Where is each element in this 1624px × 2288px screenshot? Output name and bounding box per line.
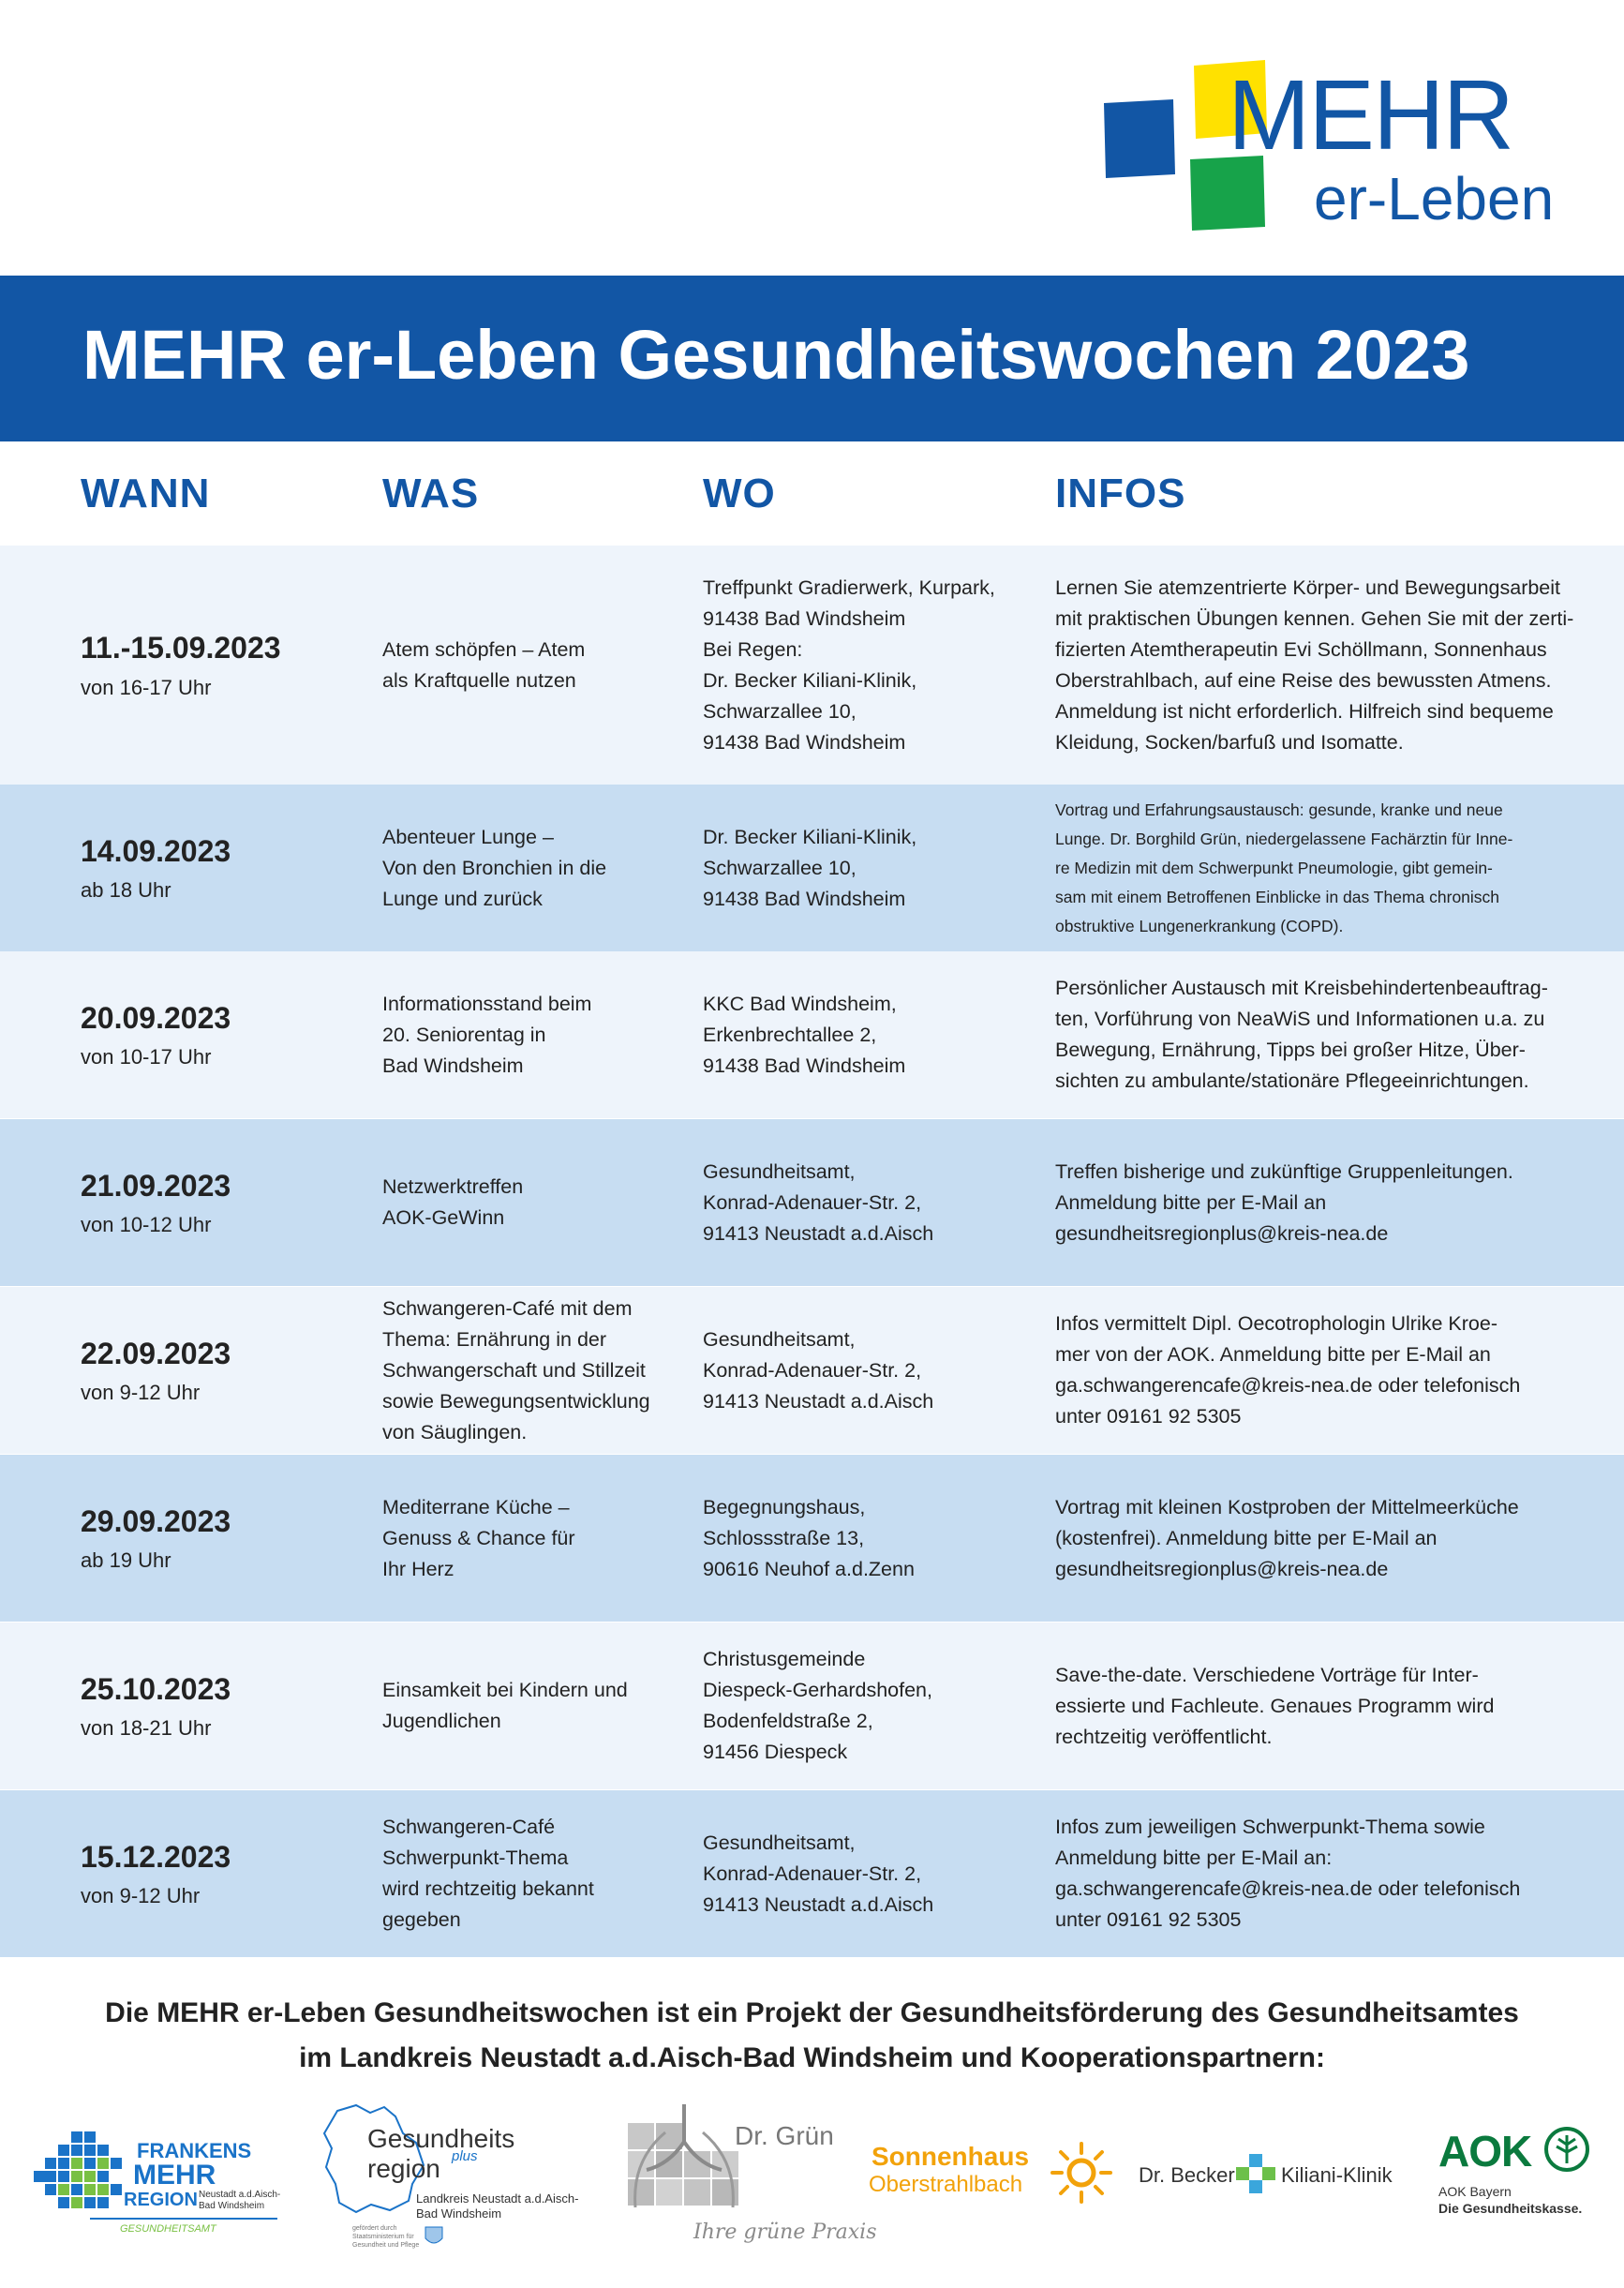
event-when [81,1119,362,1286]
column-header-where: WO [703,471,776,516]
event-where: Gesundheitsamt, Konrad-Adenauer-Str. 2, 91413 Neustadt a.d.Aisch [703,1327,934,1413]
partner-logo-dr-gruen [628,2104,877,2254]
event-info: Infos zum jeweiligen Schwerpunkt-Thema sowie Anmeldung bitte per E-Mail an: ga.schwangerencafe@kreis-nea.de oder telefonisch unter 09161 92 5305 [1055,1816,1521,1931]
event-info: Treffen bisherige und zukünftige Gruppenleitungen. Anmeldung bitte per E-Mail an gesundheitsregionplus@kreis-nea.de [1055,1159,1513,1245]
becker-label-1: Dr. Becker [1139,2163,1235,2187]
partner-logo-aok [1438,2126,1598,2229]
aok-name: AOK [1438,2127,1532,2176]
column-header-info: INFOS [1055,471,1186,516]
event-row [0,1455,1624,1622]
event-time: von 10-17 Uhr [81,1045,212,1069]
franken-label-2: MEHR [133,2160,216,2191]
event-when [81,1623,362,1789]
event-when [81,1455,362,1622]
event-what: Schwangeren-Café mit dem Thema: Ernährung in der Schwangerschaft und Stillzeit sowie Bewegungsentwicklung von Säuglingen. [382,1296,650,1443]
franken-label-1: FRANKENS [137,2139,252,2162]
title-banner [0,276,1624,441]
logo-word-erleben: er-Leben [1314,165,1555,232]
event-when [81,1790,362,1957]
bavaria-crest-icon [424,2225,444,2248]
event-time: ab 18 Uhr [81,878,171,902]
franken-divider [90,2218,277,2220]
event-what: Abenteuer Lunge – Von den Bronchien in die Lunge und zurück [382,825,607,910]
event-row [0,1287,1624,1454]
event-date: 25.10.2023 [81,1671,231,1706]
event-row [0,785,1624,951]
region-label-2: region [367,2154,440,2183]
footer-statement [0,1991,1624,2081]
region-sub-1: Landkreis Neustadt a.d.Aisch- [416,2191,579,2206]
event-what: Informationsstand beim 20. Seniorentag in Bad Windsheim [382,992,592,1077]
franken-label-3: REGION [124,2190,198,2210]
event-where: Christusgemeinde Diespeck-Gerhardshofen, Bodenfeldstraße 2, 91456 Diespeck [703,1648,932,1763]
region-sub-2: Bad Windsheim [416,2206,502,2221]
event-when [81,951,362,1118]
sun-icon [1050,2142,1112,2204]
partner-logo-frankens-mehr-region [34,2128,281,2240]
event-date: 11.-15.09.2023 [81,631,281,665]
region-funding-2: Staatsministerium für [352,2234,414,2240]
medical-cross-icon [1236,2154,1275,2193]
event-info: Vortrag mit kleinen Kostproben der Mittelmeerküche (kostenfrei). Anmeldung bitte per E-Mail an gesundheitsregionplus@kreis-nea.de [1055,1495,1519,1580]
event-where: Gesundheitsamt, Konrad-Adenauer-Str. 2, 91413 Neustadt a.d.Aisch [703,1159,934,1245]
region-plus: plus [452,2148,478,2164]
logo-word-mehr: MEHR [1228,60,1513,171]
event-where: KKC Bad Windsheim, Erkenbrechtallee 2, 91438 Bad Windsheim [703,992,906,1077]
event-time: von 18-21 Uhr [81,1716,212,1740]
event-what: Atem schöpfen – Atem als Kraftquelle nutzen [382,637,586,692]
event-info: Infos vermittelt Dipl. Oecotrophologin Ulrike Kroe- mer von der AOK. Anmeldung bitte per E-Mail an ga.schwangerencafe@kreis-nea.de oder telefonisch unter 09161 92 5305 [1055,1312,1521,1428]
event-what: Mediterrane Küche – Genuss & Chance für Ihr Herz [382,1495,575,1580]
event-time: ab 19 Uhr [81,1548,171,1572]
event-where: Dr. Becker Kiliani-Klinik, Schwarzallee 10, 91438 Bad Windsheim [703,825,917,910]
event-date: 29.09.2023 [81,1503,231,1538]
aok-label-1: AOK Bayern [1438,2184,1512,2199]
event-where: Begegnungshaus, Schlossstraße 13, 90616 Neuhof a.d.Zenn [703,1495,915,1580]
event-what: Einsamkeit bei Kindern und Jugendlichen [382,1679,628,1732]
event-time: von 10-12 Uhr [81,1213,212,1236]
event-info: Persönlicher Austausch mit Kreisbehindertenbeauftrag- ten, Vorführung von NeaWiS und Informationen u.a. zu Bewegung, Ernährung, Tipps bei großer Hitze, Über- sichten zu ambulante/stationäre Pflegeeinrichtungen. [1055,977,1548,1092]
region-label-1: Gesundheits [367,2124,515,2153]
event-when [81,785,362,951]
event-when [81,1287,362,1454]
becker-label-2: Kiliani-Klinik [1281,2163,1393,2187]
event-date: 22.09.2023 [81,1336,231,1370]
sonnenhaus-label-2: Oberstrahlbach [869,2172,1023,2197]
footer-line-2: im Landkreis Neustadt a.d.Aisch-Bad Windsheim und Kooperationspartnern: [299,2042,1325,2073]
event-info: Lernen Sie atemzentrierte Körper- und Bewegungsarbeit mit praktischen Übungen kennen. Gehen Sie mit der zerti- fizierten Atemtherapeutin Evi Schöllmann, Sonnenhaus Oberstrahlbach, auf eine Reise des bewussten Atmens. Anmeldung ist nicht erforderlich. Hilfreich sind bequeme Kleidung, Socken/barfuß und Isomatte. [1055,576,1574,754]
franken-sub-1: Neustadt a.d.Aisch- [199,2190,281,2200]
pixel-map-icon [34,2131,146,2225]
event-date: 15.12.2023 [81,1839,231,1874]
event-info: Save-the-date. Verschiedene Vorträge für Inter- essierte und Fachleute. Genaues Programm wird rechtzeitig veröffentlicht. [1055,1663,1495,1748]
region-funding-3: Gesundheit und Pflege [352,2242,420,2249]
event-row [0,1119,1624,1286]
event-row [0,951,1624,1118]
event-time: von 9-12 Uhr [81,1381,201,1404]
gruen-name: Dr. Grün [735,2121,834,2150]
event-row [0,546,1624,785]
page-title: MEHR er-Leben Gesundheitswochen 2023 [82,316,1470,394]
column-header-when: WANN [81,471,211,516]
partner-logo-gesundheitsregion-plus [319,2100,618,2259]
aok-tree-icon [1543,2126,1590,2173]
partner-logo-sonnenhaus [867,2142,1110,2207]
sonnenhaus-label-1: Sonnenhaus [872,2142,1030,2171]
event-what: Schwangeren-Café Schwerpunkt-Thema wird rechtzeitig bekannt gegeben [382,1816,594,1931]
gruen-tagline: Ihre grüne Praxis [693,2221,877,2244]
mehr-erleben-logo [1096,58,1565,236]
event-what: Netzwerktreffen AOK-GeWinn [382,1175,524,1229]
column-header-what: WAS [382,471,480,516]
franken-sub-2: Bad Windsheim [199,2201,265,2211]
franken-dept: GESUNDHEITSAMT [120,2223,216,2235]
footer-line-1: Die MEHR er-Leben Gesundheitswochen ist ein Projekt der Gesundheitsförderung des Gesundheitsamtes [105,1997,1519,2028]
event-row [0,1790,1624,1957]
event-row [0,1623,1624,1789]
event-date: 21.09.2023 [81,1168,231,1203]
event-date: 14.09.2023 [81,833,231,868]
event-when [81,546,362,785]
event-where: Gesundheitsamt, Konrad-Adenauer-Str. 2, 91413 Neustadt a.d.Aisch [703,1831,934,1916]
event-date: 20.09.2023 [81,1000,231,1035]
aok-label-2: Die Gesundheitskasse. [1438,2201,1583,2216]
partner-logo-dr-becker [1139,2152,1392,2199]
event-time: von 9-12 Uhr [81,1884,201,1907]
event-time: von 16-17 Uhr [81,675,212,699]
event-info: Vortrag und Erfahrungsaustausch: gesunde, kranke und neue Lunge. Dr. Borghild Grün, niedergelassene Fachärztin für Inne- re Medizin mit dem Schwerpunkt Pneumologie, gibt gemein- sam mit einem Betroffenen Einblicke in das Thema chronisch obstruktive Lungenerkrankung (COPD). [1055,800,1513,935]
region-funding-1: gefördert durch [352,2225,397,2232]
event-where: Treffpunkt Gradierwerk, Kurpark, 91438 Bad Windsheim Bei Regen: Dr. Becker Kiliani-Klinik, Schwarzallee 10, 91438 Bad Windsheim [703,576,995,754]
